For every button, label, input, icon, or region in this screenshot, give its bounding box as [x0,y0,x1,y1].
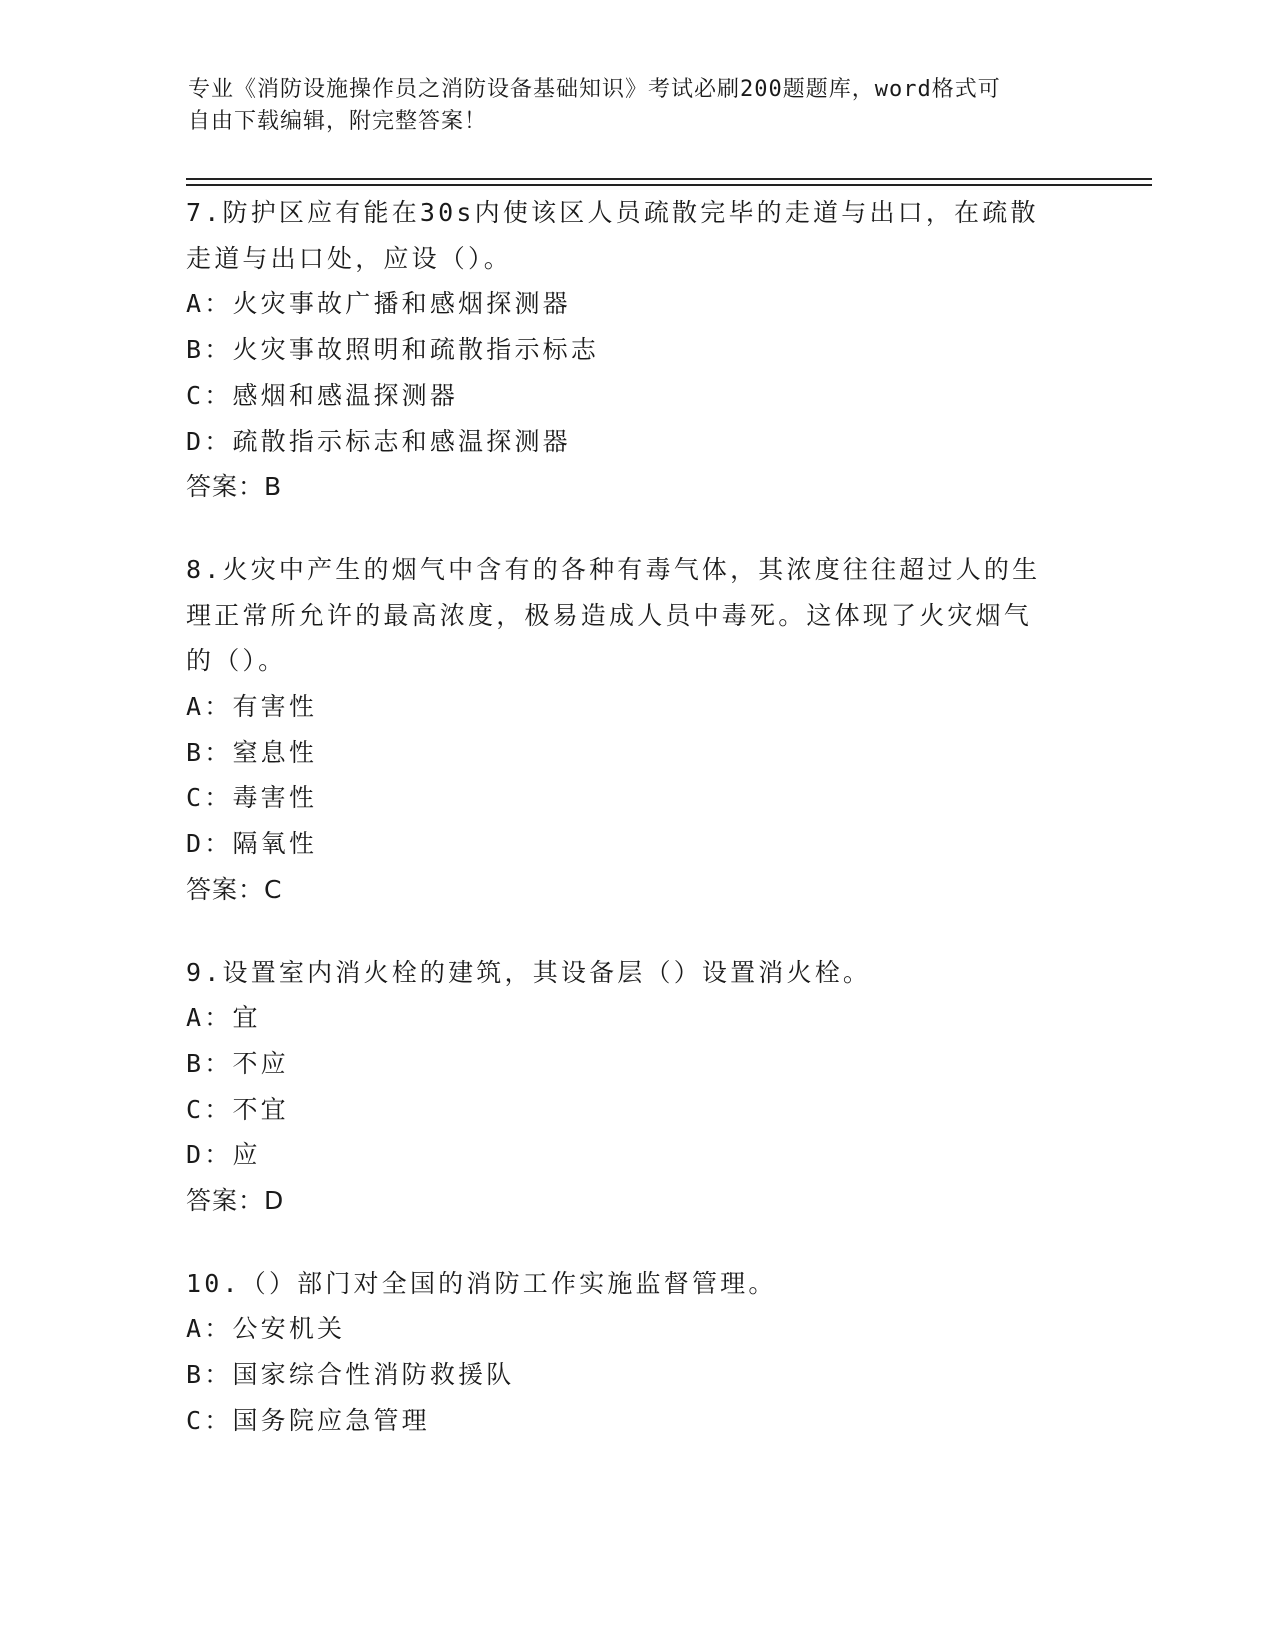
question-9 [186,950,1066,1224]
header-line-1: 专业《消防设施操作员之消防设备基础知识》考试必刷200题题库，word格式可 [188,77,1001,102]
option-b: B：不应 [186,1048,289,1078]
answer-line: 答案：C [186,874,283,904]
option-d: D：隔氧性 [186,829,318,859]
option-a: A：公安机关 [186,1314,346,1344]
question-stem-line: 10.（）部门对全国的消防工作实施监督管理。 [186,1268,777,1298]
question-stem-line: 7.防护区应有能在30s内使该区人员疏散完毕的走道与出口，在疏散 [186,198,1039,227]
question-stem-line: 的（）。 [186,646,287,676]
option-d: D：应 [186,1140,261,1170]
option-b: B：火灾事故照明和疏散指示标志 [186,335,600,365]
question-stem-line: 走道与出口处，应设（）。 [186,243,512,273]
answer-line: 答案：B [186,472,283,502]
option-a: A：有害性 [186,692,318,722]
option-b: B：窒息性 [186,737,318,767]
question-8 [186,547,1066,913]
option-a: A：火灾事故广播和感烟探测器 [186,289,571,319]
option-c: C：国务院应急管理 [186,1405,430,1435]
question-list [186,190,1066,1481]
option-c: C：不宜 [186,1094,289,1124]
answer-line: 答案：D [186,1186,285,1216]
document-header [188,74,1068,138]
question-stem-line: 8.火灾中产生的烟气中含有的各种有毒气体，其浓度往往超过人的生 [186,554,1041,584]
question-stem-line: 理正常所允许的最高浓度，极易造成人员中毒死。这体现了火灾烟气 [186,600,1033,630]
question-stem-line: 9.设置室内消火栓的建筑，其设备层（）设置消火栓。 [186,957,872,987]
question-7 [186,190,1066,510]
header-divider-top [186,178,1152,180]
header-divider-bottom [186,184,1152,186]
option-a: A：宜 [186,1003,261,1033]
header-line-2: 自由下载编辑，附完整答案！ [188,109,488,134]
option-d: D：疏散指示标志和感温探测器 [186,426,571,456]
option-c: C：毒害性 [186,783,318,813]
option-c: C：感烟和感温探测器 [186,380,459,410]
option-b: B：国家综合性消防救援队 [186,1360,515,1390]
question-10 [186,1261,1066,1444]
